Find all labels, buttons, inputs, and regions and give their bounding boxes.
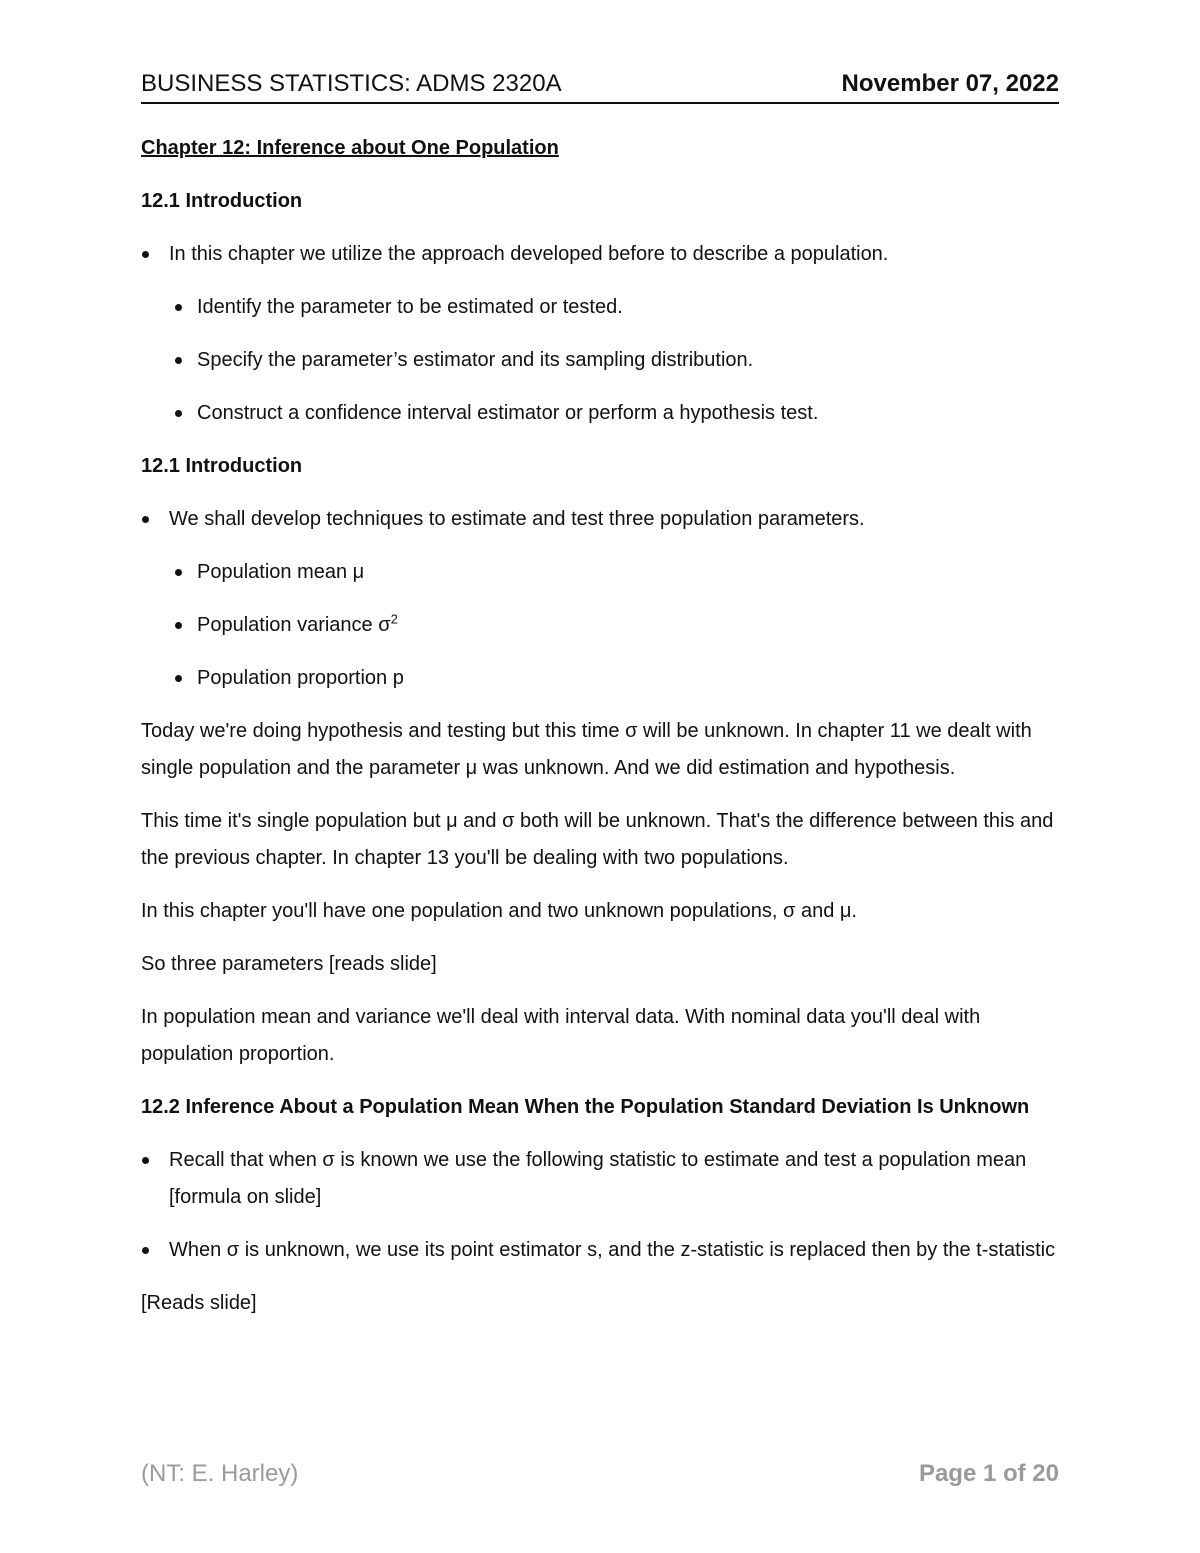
- superscript-two: 2: [390, 611, 398, 627]
- list-item: Recall that when σ is known we use the following statistic to estimate and test a population mean [formula on slide]: [141, 1142, 1061, 1216]
- list-item: We shall develop techniques to estimate and test three population parameters.: [141, 501, 1061, 538]
- page-header: [141, 70, 1059, 104]
- note-taker: (NT: E. Harley): [141, 1460, 299, 1487]
- paragraph: In population mean and variance we'll deal with interval data. With nominal data you'll deal with population proportion.: [141, 1006, 981, 1065]
- list-item: Identify the parameter to be estimated or tested.: [141, 289, 1061, 326]
- section-heading-intro-2: 12.1 Introduction: [141, 455, 303, 477]
- list-item: [141, 607, 1061, 644]
- list-item: Construct a confidence interval estimator or perform a hypothesis test.: [141, 395, 1061, 432]
- chapter-title: Chapter 12: Inference about One Population: [141, 137, 559, 159]
- page-number: Page 1 of 20: [918, 1460, 1059, 1487]
- lecture-date: November 07, 2022: [841, 70, 1059, 97]
- document-body: [141, 130, 1061, 1338]
- variance-label: Population variance σ: [197, 614, 391, 636]
- parameters-bullet-list: [141, 501, 1061, 697]
- list-item: In this chapter we utilize the approach developed before to describe a population.: [141, 236, 1061, 273]
- list-item: Specify the parameter’s estimator and its sampling distribution.: [141, 342, 1061, 379]
- section-heading-inference: 12.2 Inference About a Population Mean When the Population Standard Deviation Is Unknown: [141, 1096, 1030, 1118]
- section-heading-intro: 12.1 Introduction: [141, 190, 303, 212]
- course-title: BUSINESS STATISTICS: ADMS 2320A: [141, 70, 562, 97]
- list-item: Population mean μ: [141, 554, 1061, 591]
- inference-bullet-list: [141, 1142, 1061, 1269]
- paragraph: Today we're doing hypothesis and testing but this time σ will be unknown. In chapter 11 we dealt with single population and the parameter μ was unknown. And we did estimation and hypothesis.: [141, 720, 1032, 779]
- intro-bullet-list: [141, 236, 1061, 432]
- page-footer: [141, 1460, 1059, 1496]
- paragraph: In this chapter you'll have one population and two unknown populations, σ and μ.: [141, 900, 857, 922]
- paragraph: So three parameters [reads slide]: [141, 953, 437, 975]
- paragraph: [Reads slide]: [141, 1292, 257, 1314]
- paragraph: This time it's single population but μ and σ both will be unknown. That's the difference between this and the previous chapter. In chapter 13 you'll be dealing with two populations.: [141, 810, 1054, 869]
- list-item: When σ is unknown, we use its point estimator s, and the z-statistic is replaced then by the t-statistic: [141, 1232, 1061, 1269]
- list-item: Population proportion p: [141, 660, 1061, 697]
